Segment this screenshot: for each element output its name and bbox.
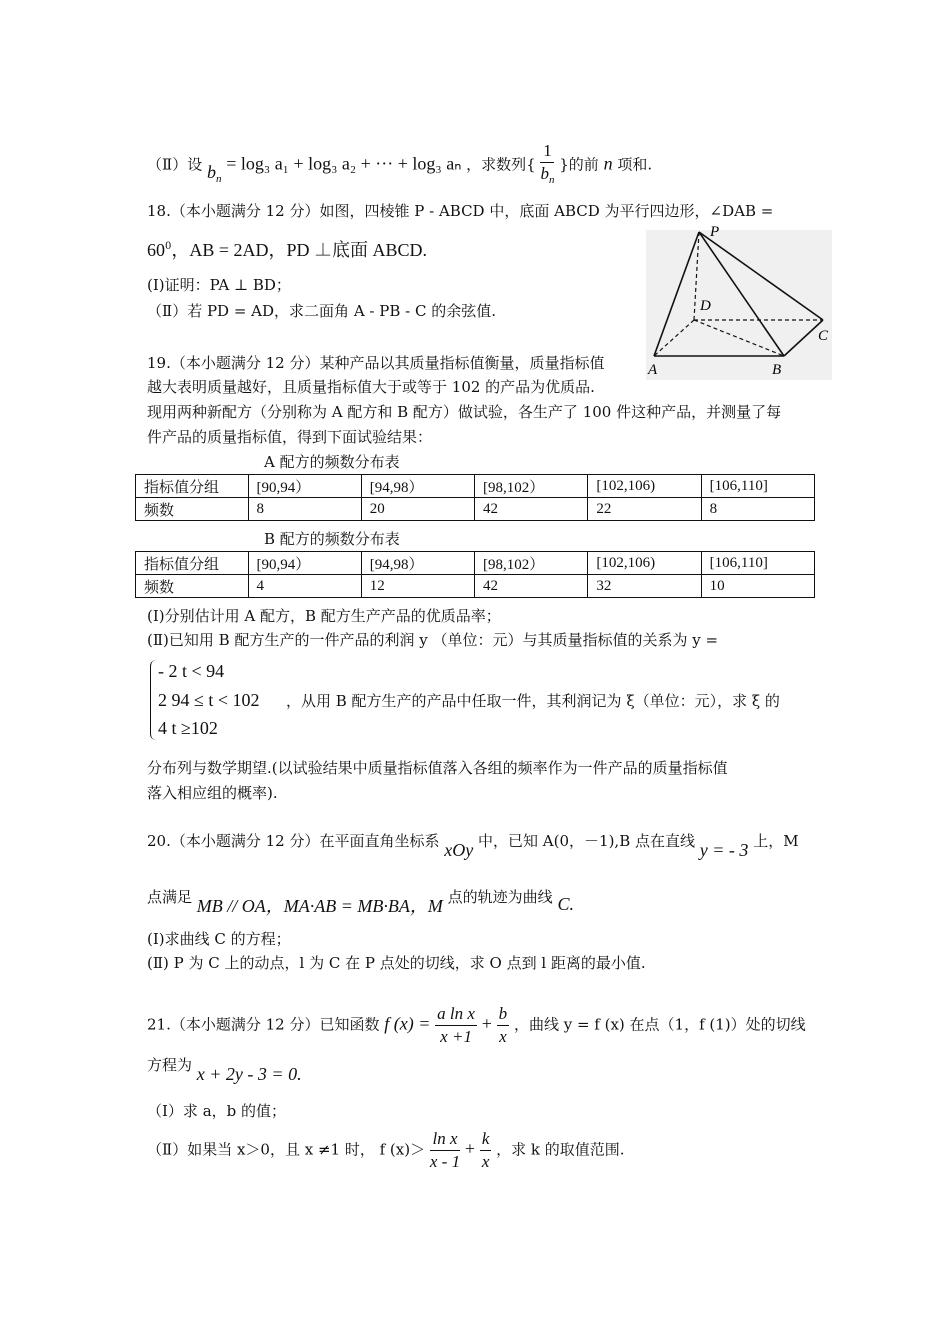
table-cell: 8 [248,498,361,521]
n-symbol: n [603,153,613,174]
line-equation: y = - 3 [699,840,749,860]
q18-conditions: ，AB = 2AD，PD ⊥底面 ABCD. [171,240,428,260]
q19-part2: (Ⅱ)已知用 B 配方生产的一件产品的利润 y （单位：元）与其质量指标值的关系为 y = [147,631,719,649]
bn-subscript: n [215,172,222,185]
table-cell: 22 [588,498,701,521]
q20-line1 [147,830,799,860]
fraction-numerator: 1 [540,140,554,163]
q20-part1: (Ⅰ)求曲线 C 的方程； [147,930,291,948]
g-fraction-2 [480,1128,492,1173]
xoy-symbol: xOy [444,840,474,860]
q20-cond-intro: 点满足 [147,888,193,906]
q21-part2-tail: ，求 k 的取值范围. [496,1140,625,1159]
piecewise-case-2: 2 94 ≤ t < 102 [158,690,260,710]
bn-symbol: b [206,161,216,182]
fraction-numerator: k [480,1128,492,1151]
table-cell: [102,106) [588,475,701,498]
pyramid-figure [646,224,836,380]
q19-end-line2: 落入相应组的概率). [147,784,278,802]
table-b [135,551,815,598]
q21-part2 [147,1128,625,1173]
f-fraction-1 [435,1003,477,1048]
table-cell: 12 [361,575,474,598]
q21-intro: 21.（本小题满分 12 分）已知函数 [147,1015,380,1034]
q17-part2-marker: （Ⅱ）设 [147,155,203,174]
table-cell: 频数 [136,575,249,598]
label-C: C [818,328,829,344]
label-B: B [772,362,782,378]
piecewise-brace [150,660,157,740]
fraction-denominator: x +1 [440,1027,472,1046]
q20-text-end: 上，M [753,832,799,850]
q17-part2 [147,140,652,191]
table-cell: 8 [701,498,814,521]
q19-line2: 越大表明质量越好，且质量指标值大于或等于 102 的产品为优质品. [147,378,595,396]
q17-text-end: 项和. [617,155,653,174]
log-sum-expression: = log₃ a₁ + log₃ a₂ + ··· + log₃ aₙ [226,153,462,174]
g-fraction-1 [430,1128,460,1173]
q18-part1: (Ⅰ)证明：PA ⊥ BD； [147,276,291,294]
q21-text-tail: ，曲线 y = f (x) 在点（1，f (1)）处的切线 [513,1015,806,1034]
vector-conditions: MB // OA，MA·AB = MB·BA，M [196,896,443,916]
q18-line1: 18.（本小题满分 12 分）如图，四棱锥 P - ABCD 中，底面 ABCD 为平行四边形，∠DAB = [147,202,774,220]
table-cell: 32 [588,575,701,598]
fraction-numerator: a ln x [435,1003,477,1026]
fx-lhs: f (x) = [384,1013,431,1034]
table-cell: 指标值分组 [136,552,249,575]
q20-part2: (Ⅱ) P 为 C 上的动点，l 为 C 在 P 点处的切线，求 O 点到 l 距离的最小值. [147,954,646,972]
table-a-caption: A 配方的频数分布表 [264,453,400,471]
table-a [135,474,815,521]
fraction-denominator: b [540,164,549,183]
table-cell: 指标值分组 [136,475,249,498]
q21-part2-intro: （Ⅱ）如果当 x＞0，且 x ≠1 时， f (x)＞ [147,1140,426,1159]
fraction-denominator: x [481,1152,490,1171]
fraction-denominator: x - 1 [429,1152,461,1171]
f-fraction-2 [497,1003,510,1048]
table-a-data-row [136,498,815,521]
table-cell: [106,110] [701,475,814,498]
table-b-data-row [136,575,815,598]
plus-sign: + [464,1138,476,1159]
table-cell: [98,102） [474,475,587,498]
table-cell: [90,94） [248,552,361,575]
table-cell: [102,106) [588,552,701,575]
table-a-header-row [136,475,815,498]
table-b-header-row [136,552,815,575]
q19-line3: 现用两种新配方（分别称为 A 配方和 B 配方）做试验，各生产了 100 件这种产品，并测量了每 [147,403,782,421]
table-cell: 20 [361,498,474,521]
q21-line2 [147,1054,302,1084]
q19-line4: 件产品的质量指标值，得到下面试验结果： [147,428,433,446]
label-P: P [710,224,720,240]
q19-end-line1: 分布列与数学期望.(以试验结果中质量指标值落入各组的频率作为一件产品的质量指标值 [147,759,728,777]
fraction-numerator: ln x [430,1128,460,1151]
table-cell: 42 [474,498,587,521]
q21-part1: （Ⅰ）求 a，b 的值； [147,1102,287,1120]
q19-piece-tail: ，从用 B 配方生产的产品中任取一件，其利润记为 ξ（单位：元），求 ξ 的 [286,692,780,710]
degree-mark: 0 [165,241,172,252]
table-cell: [106,110] [701,552,814,575]
piecewise-case-3: 4 t ≥102 [158,718,218,738]
angle-value: 60 [147,240,165,260]
fraction-numerator: b [497,1003,510,1026]
table-b-caption: B 配方的频数分布表 [264,530,400,548]
table-cell: 42 [474,575,587,598]
reciprocal-bn-fraction [540,140,554,191]
table-cell: [94,98） [361,475,474,498]
piecewise-case-1: - 2 t < 94 [158,661,225,681]
q17-text-tail: }的前 [559,155,599,174]
table-cell: [94,98） [361,552,474,575]
tangent-equation: x + 2y - 3 = 0. [196,1064,302,1084]
q17-text-mid: ，求数列{ [466,155,536,174]
q18-part2: （Ⅱ）若 PD = AD，求二面角 A - PB - C 的余弦值. [147,302,496,320]
q19-line1: 19.（本小题满分 12 分）某种产品以其质量指标值衡量，质量指标值 [147,354,605,372]
table-cell: [90,94） [248,475,361,498]
fraction-denominator-subscript: n [548,174,555,186]
q20-intro: 20.（本小题满分 12 分）在平面直角坐标系 [147,832,440,850]
table-cell: 4 [248,575,361,598]
plus-sign: + [481,1013,492,1034]
fraction-denominator: x [499,1027,507,1046]
table-cell: 10 [701,575,814,598]
q21-tangent-intro: 方程为 [147,1056,193,1074]
q20-line2 [147,882,574,916]
table-cell: [98,102） [474,552,587,575]
curve-c-symbol: C. [557,894,574,914]
table-cell: 频数 [136,498,249,521]
q21-line1 [147,1003,806,1048]
q20-cond-tail: 点的轨迹为曲线 [447,888,553,906]
label-A: A [648,362,658,378]
q20-text-mid: 中，已知 A(0，－1),B 点在直线 [478,832,695,850]
q18-line2 [147,236,427,262]
label-D: D [700,298,711,314]
q19-part1: (Ⅰ)分别估计用 A 配方，B 配方生产产品的优质品率； [147,607,501,625]
